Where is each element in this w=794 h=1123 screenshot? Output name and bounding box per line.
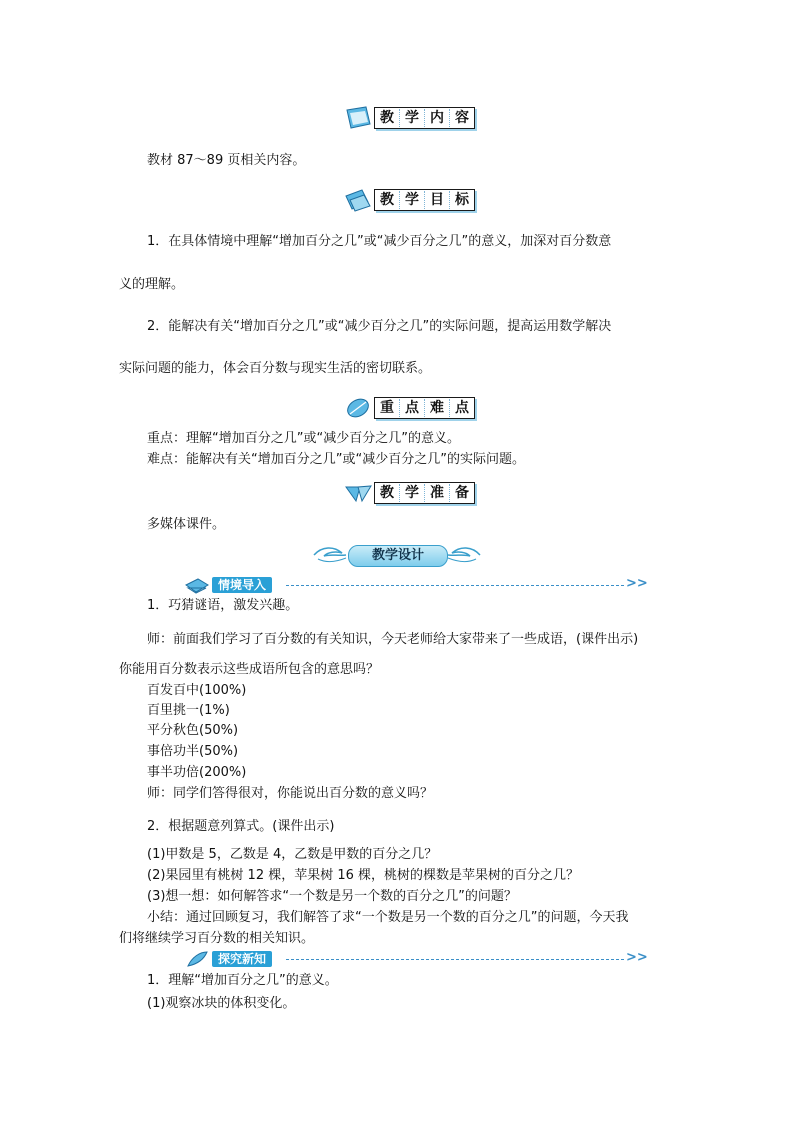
explore-item-1: 1．理解“增加百分之几”的意义。 [147, 973, 338, 988]
banner-label: 教学设计 [348, 545, 448, 567]
header-char: 学 [400, 191, 425, 209]
header-char: 学 [400, 484, 425, 502]
idiom-item: 平分秋色(50%) [147, 723, 239, 738]
teaching-design-banner [312, 543, 482, 567]
header-char: 教 [375, 191, 400, 209]
leaf-icon [344, 396, 374, 420]
header-char: 教 [375, 109, 400, 127]
teacher-line-1a: 师：前面我们学习了百分数的有关知识，今天老师给大家带来了一些成语，(课件出示) [147, 632, 639, 647]
dashed-divider [286, 585, 624, 586]
section-header-keypoints [344, 396, 475, 420]
header-char: 准 [425, 484, 450, 502]
idiom-item: 事半功倍(200%) [147, 765, 247, 780]
idiom-item: 事倍功半(50%) [147, 744, 239, 759]
teacher-line-2: 师：同学们答得很对，你能说出百分数的意义吗？ [147, 786, 434, 801]
section-header-prep [344, 481, 475, 505]
dashed-divider [286, 959, 624, 960]
header-char: 重 [375, 399, 400, 417]
books-icon [344, 188, 374, 212]
header-char: 学 [400, 109, 425, 127]
header-char: 容 [455, 110, 469, 126]
double-arrow-icon: >> [626, 950, 648, 965]
summary-line-1: 小结：通过回顾复习，我们解答了求“一个数是另一个数的百分之几”的问题，今天我 [147, 910, 629, 925]
summary-line-2: 们将继续学习百分数的相关知识。 [119, 931, 315, 946]
header-char: 点 [400, 399, 425, 417]
prep-text: 多媒体课件。 [147, 517, 226, 532]
header-char: 备 [455, 485, 469, 501]
difficult-point: 难点：能解决有关“增加百分之几”或“减少百分之几”的实际问题。 [147, 452, 525, 467]
section-header-content [344, 106, 475, 130]
header-char: 教 [375, 484, 400, 502]
idiom-item: 百发百中(100%) [147, 683, 247, 698]
content-text: 教材 87～89 页相关内容。 [147, 153, 306, 168]
question-2: (2)果园里有桃树 12 棵，苹果树 16 棵，桃树的棵数是苹果树的百分之几？ [147, 868, 580, 883]
goal-2-line-1: 2．能解决有关“增加百分之几”或“减少百分之几”的实际问题，提高运用数学解决 [147, 319, 612, 334]
explore-sub-1: (1)观察冰块的体积变化。 [147, 996, 296, 1011]
intro-item-1: 1．巧猜谜语，激发兴趣。 [147, 598, 299, 613]
idiom-item: 百里挑一(1%) [147, 703, 230, 718]
double-arrow-icon: >> [626, 576, 648, 591]
book-icon [344, 106, 374, 130]
header-char: 目 [425, 191, 450, 209]
header-char: 点 [455, 400, 469, 416]
header-char: 内 [425, 109, 450, 127]
book-stack-icon [184, 575, 210, 595]
goal-2-line-2: 实际问题的能力，体会百分数与现实生活的密切联系。 [119, 361, 432, 376]
feather-icon [184, 949, 210, 969]
subsection-tag: 情境导入 [212, 577, 272, 593]
intro-item-2: 2．根据题意列算式。(课件出示) [147, 819, 335, 834]
header-char: 标 [455, 192, 469, 208]
teacher-line-1b: 你能用百分数表示这些成语所包含的意思吗？ [119, 662, 380, 677]
subsection-header-explore [184, 949, 648, 969]
goal-1-line-1: 1．在具体情境中理解“增加百分之几”或“减少百分之几”的意义，加深对百分数意 [147, 234, 612, 249]
subsection-tag: 探究新知 [212, 951, 272, 967]
header-char: 难 [425, 399, 450, 417]
subsection-header-intro [184, 575, 648, 595]
question-1: (1)甲数是 5，乙数是 4，乙数是甲数的百分之几？ [147, 847, 438, 862]
question-3: (3)想一想：如何解答求“一个数是另一个数的百分之几”的问题？ [147, 889, 517, 904]
goal-1-line-2: 义的理解。 [119, 277, 185, 292]
key-point: 重点：理解“增加百分之几”或“减少百分之几”的意义。 [147, 431, 460, 446]
section-header-goals [344, 188, 475, 212]
pencil-book-icon [344, 481, 374, 505]
